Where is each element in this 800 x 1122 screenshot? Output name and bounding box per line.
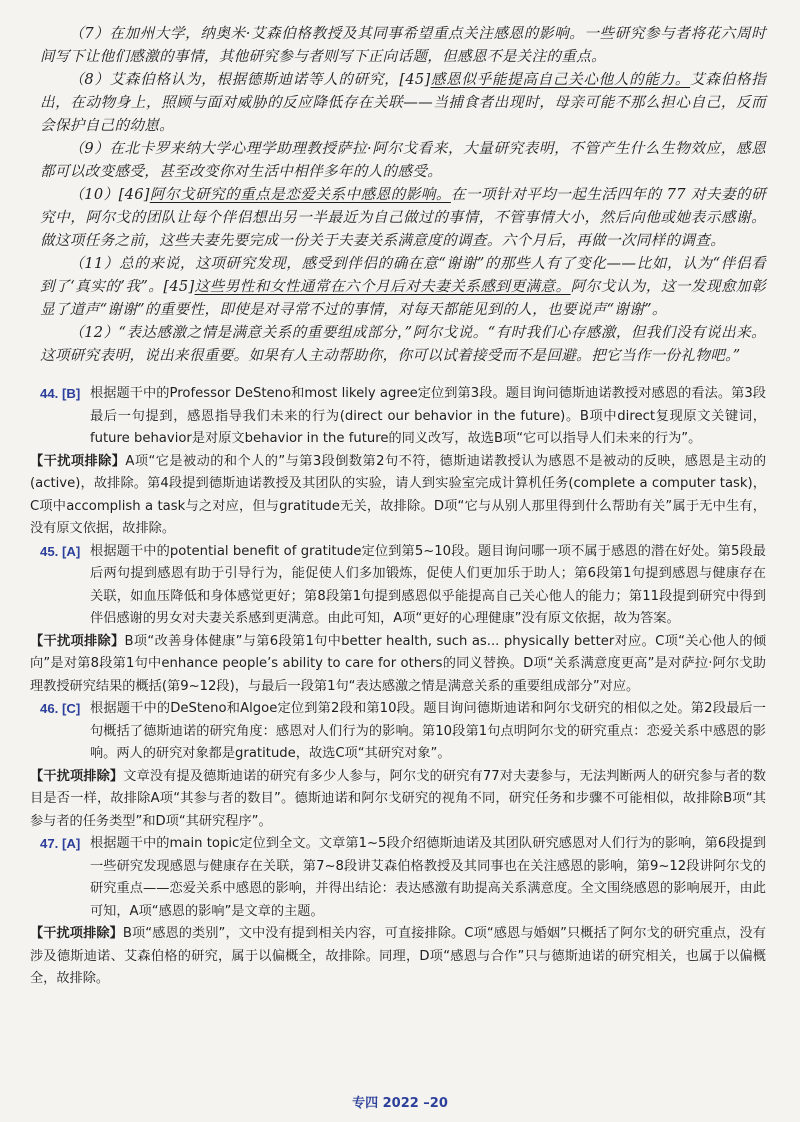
question-marker: [46] [118,186,150,203]
p10-lead: （10） [69,186,119,203]
p8-rest: 艾森伯格指出，在动物身上，照顾与面对威胁的反应降低存在关联——当捕食者出现时，母亲可能不那么担心自己，反而会保护自己的幼崽。 [40,71,766,134]
underlined-sentence: 这些男性和女性通常在六个月后对夫妻关系感到更满意。 [194,278,571,295]
translation-section [40,22,766,367]
distractor-text: B项“感恩的类别”，文中没有提到相关内容，可直接排除。C项“感恩与婚姻”只概括了阿尔戈的研究重点，没有涉及德斯迪诺、艾森伯格的研究，属于以偏概全，故排除。同理，D项“感恩与合作”只与德斯迪诺的研究相关，也属于以偏概全，故排除。 [30,926,766,986]
p11-rest: 阿尔戈认为，这一发现愈加彰显了道声“谢谢”的重要性，即使是对寻常不过的事情，对每天都能见到的人，也要说声“谢谢”。 [40,278,766,318]
question-number: 46. [C] [40,701,81,716]
translation-paragraph-12: （12）“表达感激之情是满意关系的重要组成部分，”阿尔戈说。“有时我们心存感激，但我们没有说出来。这项研究表明，说出来很重要。如果有人主动帮助你，你可以试着接受而不是回避。把它当作一份礼物吧。” [40,324,766,364]
underlined-sentence: 阿尔戈研究的重点是恋爱关系中感恩的影响。 [149,186,451,203]
distractor-text: 文章没有提及德斯迪诺的研究有多少人参与，阿尔戈的研究有77对夫妻参与，无法判断两人的研究参与者的数目是否一样，故排除A项“其参与者的数目”。德斯迪诺和阿尔戈研究的视角不同，研究任务和步骤不可能相似，故排除B项“其参与者的任务类型”和D项“其研究程序”。 [30,768,766,829]
question-marker: [45] [399,71,431,88]
distractor-tag: 【干扰项排除】 [30,633,125,649]
underlined-sentence: 感恩似乎能提高自己关心他人的能力。 [430,71,691,88]
answer-item [30,833,766,991]
distractor-tag: 【干扰项排除】 [30,453,126,469]
p10-rest: 在一项针对平均一起生活四年的 77 对夫妻的研究中，阿尔戈的团队让每个伴侣想出另一半最近为自己做过的事情，不管事情大小，然后向他或她表示感谢。做这项任务之前，这些夫妻先要完成一份关于夫妻关系满意度的调查。六个月后，再做一次同样的调查。 [40,186,766,249]
answer-explanation: 根据题干中的Professor DeSteno和most likely agree定位到第3段。题目询问德斯迪诺教授对感恩的看法。第3段最后一句提到，感恩指导我们未来的行为(direct our behavior in the future)。B项中direct复现原文关键词，future behavior是对原文behavior in the future的同义改写，故选B项“它可以指导人们未来的行为”。 [90,386,766,446]
answer-explanations [30,383,767,991]
question-number: 47. [A] [40,836,81,851]
answer-item [30,698,766,833]
distractor-tag: 【干扰项排除】 [30,768,124,784]
translation-paragraph-10 [40,183,766,252]
answer-option: [C] [62,701,81,716]
answer-option: [B] [62,386,81,401]
distractor-analysis [30,451,766,541]
distractor-text: B项“改善身体健康”与第6段第1句中better health, such as... physically better对应。C项“关心他人的倾向”是对第8段第1句中enhance people’s ability to care for others的同义替换。D项“关系满意度更高”是对萨拉·阿尔戈助理教授研究结果的概括(第9~12段)，与最后一段第1句“表达感激之情是满意关系的重要组成部分”对应。 [30,633,767,694]
translation-paragraph-11 [40,252,766,321]
answer-option: [A] [62,543,81,559]
distractor-analysis [30,766,766,834]
answer-item [30,541,767,699]
translation-paragraph-9: （9）在北卡罗来纳大学心理学助理教授萨拉·阿尔戈看来，大量研究表明，不管产生什么生物效应，感恩都可以改变感受，甚至改变你对生活中相伴多年的人的感受。 [40,140,766,180]
answer-explanation: 根据题干中的DeSteno和Algoe定位到第2段和第10段。题目询问德斯迪诺和阿尔戈研究的相似之处。第2段最后一句概括了德斯迪诺的研究角度：感恩对人们行为的影响。第10段第1句点明阿尔戈的研究重点：恋爱关系中感恩的影响。两人的研究对象都是gratitude，故选C项“其研究对象”。 [90,701,766,761]
question-number: 44. [B] [40,386,81,401]
p11-lead: （11）总的来说，这项研究发现，感受到伴侣的确在意“谢谢”的那些人有了变化——比如，认为“伴侣看到了‘真实的’我”。 [40,255,766,295]
distractor-analysis [30,923,766,991]
question-marker: [45] [163,278,195,295]
distractor-text: A项“它是被动的和个人的”与第3段倒数第2句不符，德斯迪诺教授认为感恩不是被动的反映，感恩是主动的(active)，故排除。第4段提到德斯迪诺教授及其团队的实验，请人到实验室完成计算机任务(complete a computer task)，C项中accomplish a task与之对应，但与gratitude无关，故排除。D项“它与从别人那里得到什么帮助有关”属于无中生有，没有原文依据，故排除。 [30,453,767,536]
distractor-tag: 【干扰项排除】 [30,926,123,941]
p8-lead: （8）艾森伯格认为，根据德斯迪诺等人的研究， [69,71,400,88]
distractor-analysis [30,631,766,699]
translation-paragraph-7: （7）在加州大学，纳奥米·艾森伯格教授及其同事希望重点关注感恩的影响。一些研究参与者将花六周时间写下让他们感激的事情，其他研究参与者则写下正向话题，但感恩不是关注的重点。 [40,25,766,65]
answer-option: [A] [62,836,81,851]
question-number: 45. [A] [40,543,81,559]
document-page [30,22,767,991]
answer-explanation: 根据题干中的potential benefit of gratitude定位到第5~10段。题目询问哪一项不属于感恩的潜在好处。第5段最后两句提到感恩有助于引导行为，能促使人们多加锻炼，促使人们更加乐于助人；第6段第1句提到感恩与健康存在关联，如血压降低和身体感觉更好；第8段第1句提到感恩似乎能提高自己关心他人的能力；第11段提到研究中得到伴侣感谢的男女对夫妻关系感到更满意。由此可知，A项“更好的心理健康”没有原文依据，故为答案。 [90,543,766,626]
answer-explanation: 根据题干中的main topic定位到全文。文章第1~5段介绍德斯迪诺及其团队研究感恩对人们行为的影响，第6段提到一些研究发现感恩与健康存在关联，第7~8段讲艾森伯格教授及其同事也在关注感恩的影响，第9~12段讲阿尔戈的研究重点——恋爱关系中感恩的影响，并得出结论：表达感激有助提高关系满意度。全文围绕感恩的影响展开，由此可知，A项“感恩的影响”是文章的主题。 [90,836,766,919]
answer-item [30,383,767,541]
translation-paragraph-8 [40,68,766,137]
page-footer: 专四 2022 –20 [352,1096,448,1111]
